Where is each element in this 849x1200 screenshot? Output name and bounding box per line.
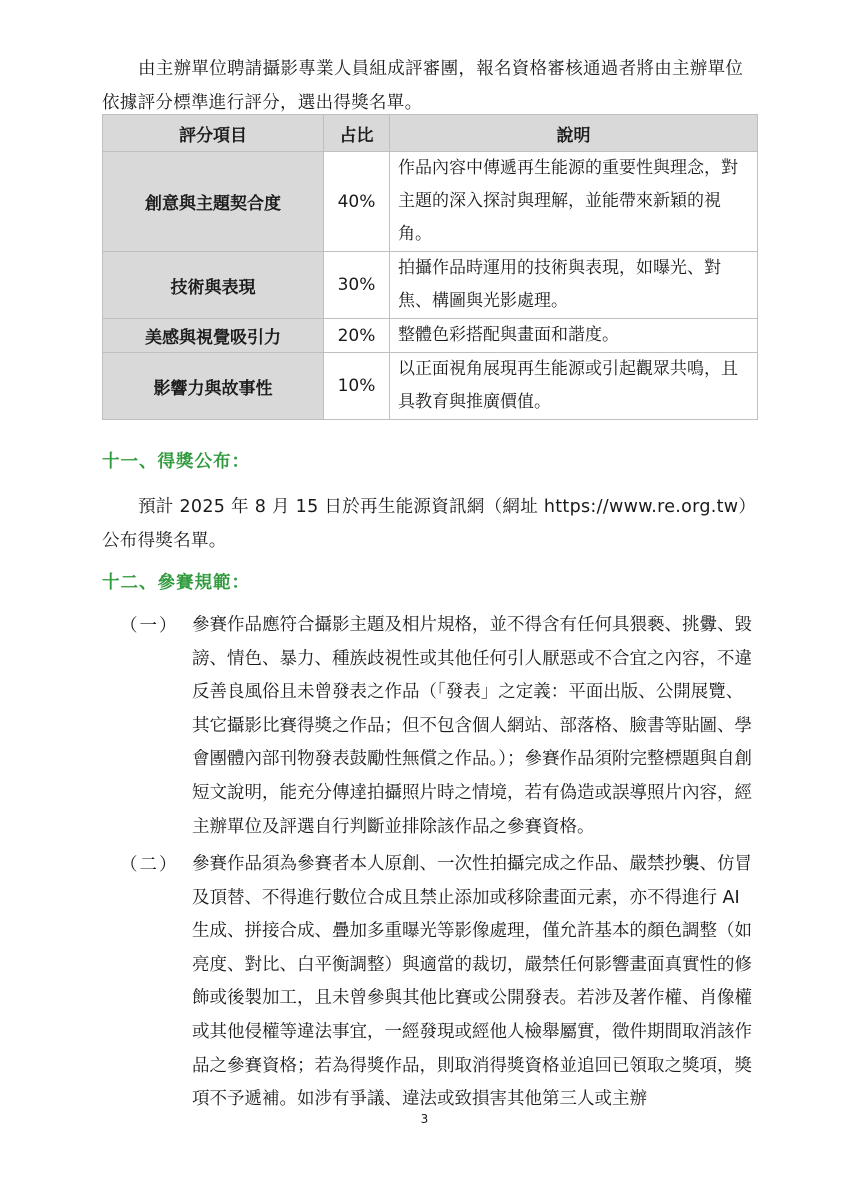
table-cell-ratio: 40% bbox=[324, 152, 390, 252]
page-number: 3 bbox=[420, 1112, 429, 1126]
section-12-heading: 十二、參賽規範： bbox=[102, 573, 250, 593]
table-cell-ratio: 10% bbox=[324, 353, 390, 420]
table-cell-ratio: 30% bbox=[324, 252, 390, 319]
table-cell-desc: 以正面視角展現再生能源或引起觀眾共鳴，且具教育與推廣價值。 bbox=[390, 353, 758, 420]
table-row bbox=[103, 319, 758, 353]
clause-text: 參賽作品須為參賽者本人原創、一次性拍攝完成之作品、嚴禁抄襲、仿冒及頂替、不得進行數位合成且禁止添加或移除畫面元素，亦不得進行 AI 生成、拼接合成、疊加多重曝光等影像處理，僅允許基本的顏色調整（如亮度、對比、白平衡調整）與適當的裁切，嚴禁任何影響畫面真實性的修飾或後製加工，且未曾參與其他比賽或公開發表。若涉及著作權、肖像權或其他侵權等違法事宜，一經發現或經他人檢舉屬實，徵件期間取消該作品之參賽資格；若為得獎作品，則取消得獎資格並追回已領取之獎項，獎項不予遞補。如涉有爭議、違法或致損害其他第三人或主辦 bbox=[192, 854, 752, 1110]
table-cell-item: 影響力與故事性 bbox=[103, 353, 324, 420]
table-header-row bbox=[103, 115, 758, 152]
clause-number: （一） bbox=[120, 616, 179, 636]
table-cell-item: 美感與視覺吸引力 bbox=[103, 319, 324, 353]
table-cell-item: 技術與表現 bbox=[103, 252, 324, 319]
table-cell-ratio: 20% bbox=[324, 319, 390, 353]
intro-paragraph: 由主辦單位聘請攝影專業人員組成評審團，報名資格審核通過者將由主辦單位依據評分標準進行評分，選出得獎名單。 bbox=[102, 59, 744, 113]
clause-number: （二） bbox=[120, 855, 179, 875]
table-row bbox=[103, 252, 758, 319]
table-header-ratio: 占比 bbox=[324, 115, 390, 152]
table-header-item: 評分項目 bbox=[103, 115, 324, 152]
announcement-paragraph: 預計 2025 年 8 月 15 日於再生能源資訊網（網址 https://www.re.org.tw）公布得獎名單。 bbox=[102, 497, 757, 551]
table-cell-item: 創意與主題契合度 bbox=[103, 152, 324, 252]
table-cell-desc: 整體色彩搭配與畫面和諧度。 bbox=[390, 319, 758, 353]
table-row bbox=[103, 353, 758, 420]
table-row bbox=[103, 152, 758, 252]
section-11-heading: 十一、得獎公布： bbox=[102, 452, 250, 472]
clause-text: 參賽作品應符合攝影主題及相片規格，並不得含有任何具猥褻、挑釁、毀謗、情色、暴力、種族歧視性或其他任何引人厭惡或不合宜之內容，不違反善良風俗且未曾發表之作品（「發表」之定義：平面出版、公開展覽、其它攝影比賽得獎之作品；但不包含個人網站、部落格、臉書等貼圖、學會團體內部刊物發表鼓勵性無償之作品。）；參賽作品須附完整標題與自創短文說明，能充分傳達拍攝照片時之情境，若有偽造或誤導照片內容，經主辦單位及評選自行判斷並排除該作品之參賽資格。 bbox=[192, 615, 752, 837]
table-cell-desc: 拍攝作品時運用的技術與表現，如曝光、對焦、構圖與光影處理。 bbox=[390, 252, 758, 319]
table-cell-desc: 作品內容中傳遞再生能源的重要性與理念，對主題的深入探討與理解，並能帶來新穎的視角。 bbox=[390, 152, 758, 252]
table-header-desc: 說明 bbox=[390, 115, 758, 152]
scoring-table bbox=[102, 114, 758, 420]
